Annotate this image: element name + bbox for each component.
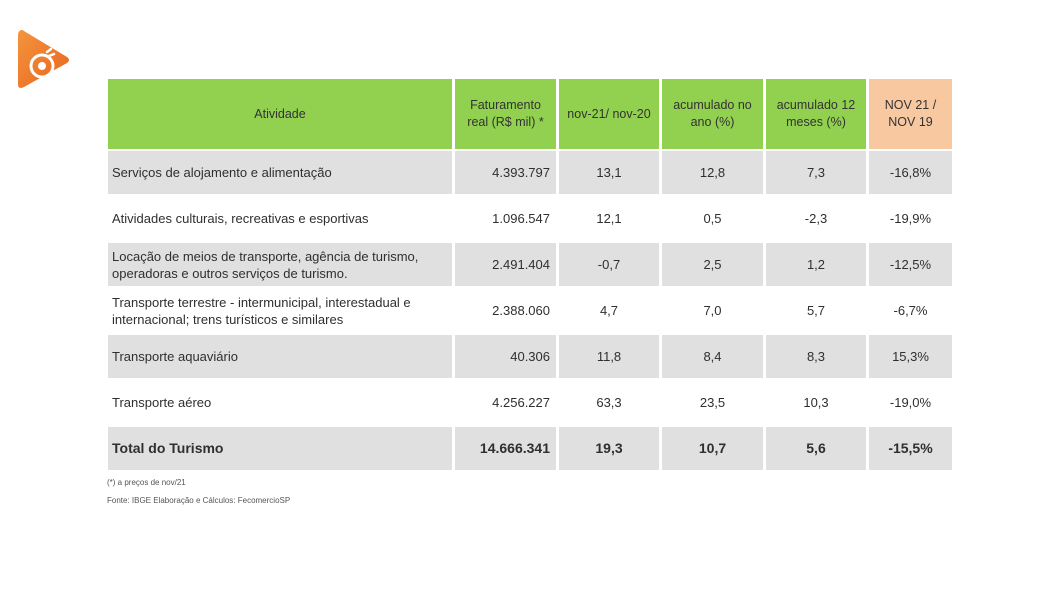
tourism-revenue-table xyxy=(105,79,955,473)
header-faturamento: Faturamento real (R$ mil) * xyxy=(455,79,556,151)
cell-faturamento: 2.491.404 xyxy=(455,243,556,289)
cell-nov21-nov20: -0,7 xyxy=(559,243,659,289)
cell-atividade: Serviços de alojamento e alimentação xyxy=(108,151,452,197)
table-row xyxy=(108,197,952,243)
cell-atividade: Total do Turismo xyxy=(108,427,452,473)
table-row xyxy=(108,381,952,427)
cell-acumulado-12m: 7,3 xyxy=(766,151,866,197)
header-acumulado-ano: acumulado no ano (%) xyxy=(662,79,763,151)
cell-faturamento: 40.306 xyxy=(455,335,556,381)
cell-nov21-nov19: -15,5% xyxy=(869,427,952,473)
cell-atividade: Transporte terrestre - intermunicipal, interestadual e internacional; trens turísticos e similares xyxy=(108,289,452,335)
table-row xyxy=(108,335,952,381)
cell-nov21-nov19: -12,5% xyxy=(869,243,952,289)
play-logo-icon xyxy=(14,26,72,92)
cell-nov21-nov19: -6,7% xyxy=(869,289,952,335)
footnote-source: Fonte: IBGE Elaboração e Cálculos: FecomercioSP xyxy=(107,496,291,505)
cell-nov21-nov20: 12,1 xyxy=(559,197,659,243)
cell-faturamento: 14.666.341 xyxy=(455,427,556,473)
cell-nov21-nov20: 4,7 xyxy=(559,289,659,335)
cell-acumulado-12m: 5,6 xyxy=(766,427,866,473)
cell-acumulado-12m: 10,3 xyxy=(766,381,866,427)
table-row xyxy=(108,151,952,197)
cell-acumulado-12m: 8,3 xyxy=(766,335,866,381)
table-header-row xyxy=(108,79,952,151)
cell-acumulado-ano: 8,4 xyxy=(662,335,763,381)
cell-acumulado-12m: 5,7 xyxy=(766,289,866,335)
header-atividade: Atividade xyxy=(108,79,452,151)
cell-nov21-nov20: 11,8 xyxy=(559,335,659,381)
cell-acumulado-12m: -2,3 xyxy=(766,197,866,243)
table-row xyxy=(108,289,952,335)
cell-acumulado-ano: 23,5 xyxy=(662,381,763,427)
cell-acumulado-ano: 0,5 xyxy=(662,197,763,243)
cell-acumulado-ano: 2,5 xyxy=(662,243,763,289)
cell-nov21-nov19: -19,0% xyxy=(869,381,952,427)
table-total-row xyxy=(108,427,952,473)
cell-atividade: Locação de meios de transporte, agência de turismo, operadoras e outros serviços de turismo. xyxy=(108,243,452,289)
cell-atividade: Transporte aquaviário xyxy=(108,335,452,381)
cell-acumulado-ano: 10,7 xyxy=(662,427,763,473)
cell-nov21-nov20: 63,3 xyxy=(559,381,659,427)
header-acumulado-12-meses: acumulado 12 meses (%) xyxy=(766,79,866,151)
cell-nov21-nov19: -19,9% xyxy=(869,197,952,243)
footnote-price-note: (*) a preços de nov/21 xyxy=(107,478,186,487)
cell-faturamento: 4.256.227 xyxy=(455,381,556,427)
header-nov21-nov19: NOV 21 / NOV 19 xyxy=(869,79,952,151)
cell-faturamento: 4.393.797 xyxy=(455,151,556,197)
header-nov21-nov20: nov-21/ nov-20 xyxy=(559,79,659,151)
cell-faturamento: 2.388.060 xyxy=(455,289,556,335)
cell-atividade: Atividades culturais, recreativas e esportivas xyxy=(108,197,452,243)
cell-atividade: Transporte aéreo xyxy=(108,381,452,427)
cell-nov21-nov19: -16,8% xyxy=(869,151,952,197)
cell-nov21-nov20: 13,1 xyxy=(559,151,659,197)
cell-acumulado-ano: 12,8 xyxy=(662,151,763,197)
cell-faturamento: 1.096.547 xyxy=(455,197,556,243)
cell-acumulado-12m: 1,2 xyxy=(766,243,866,289)
table-row xyxy=(108,243,952,289)
cell-nov21-nov20: 19,3 xyxy=(559,427,659,473)
cell-nov21-nov19: 15,3% xyxy=(869,335,952,381)
cell-acumulado-ano: 7,0 xyxy=(662,289,763,335)
